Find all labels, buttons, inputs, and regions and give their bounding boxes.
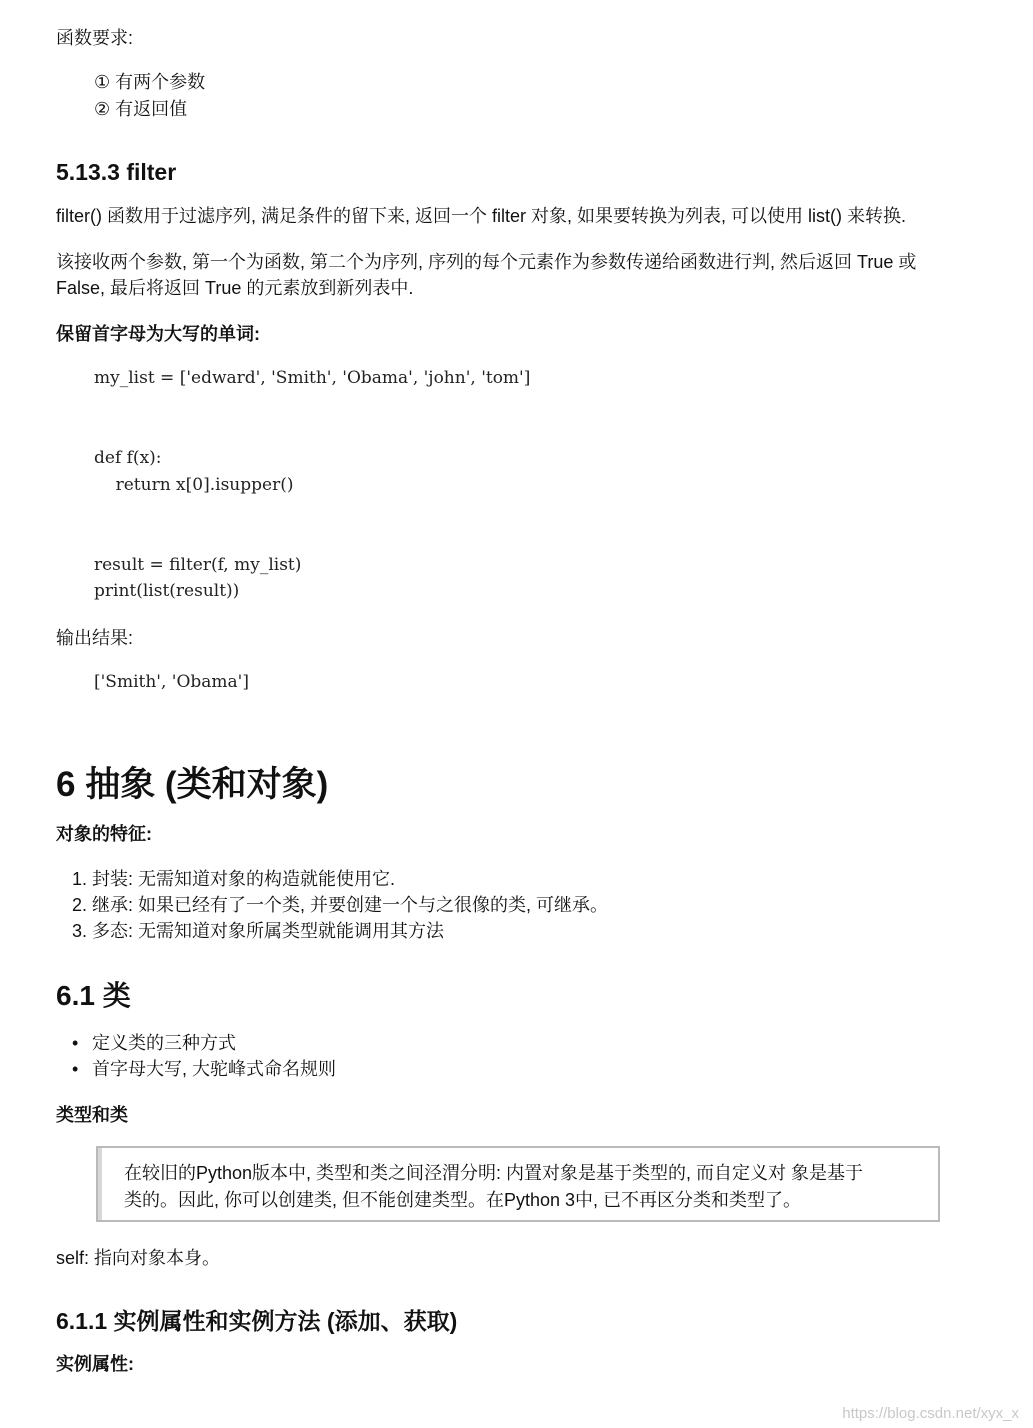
bullet-icon: • bbox=[72, 1033, 79, 1053]
filter-heading: 5.13.3 filter bbox=[56, 159, 177, 185]
chapter-6-heading: 6 抽象 (类和对象) bbox=[56, 765, 329, 804]
self-description: self: 指向对象本身。 bbox=[56, 1248, 221, 1268]
requirements-title: 函数要求: bbox=[56, 28, 134, 48]
blockquote-line-1: 在较旧的Python版本中, 类型和类之间泾渭分明: 内置对象是基于类型的, 而自定义对 象是基于 bbox=[124, 1163, 864, 1183]
requirement-item-1: ① 有两个参数 bbox=[94, 72, 206, 92]
watermark: https://blog.csdn.net/xyx_x bbox=[842, 1405, 1019, 1422]
filter-para-1: filter() 函数用于过滤序列, 满足条件的留下来, 返回一个 filter 对象, 如果要转换为列表, 可以使用 list() 来转换. bbox=[56, 206, 906, 226]
blockquote-line-2: 类的。因此, 你可以创建类, 但不能创建类型。在Python 3中, 已不再区分类和类型了。 bbox=[124, 1190, 802, 1210]
instance-attr-title: 实例属性: bbox=[56, 1354, 134, 1374]
output-label: 输出结果: bbox=[56, 628, 134, 648]
filter-para-2-line-1: 该接收两个参数, 第一个为函数, 第二个为序列, 序列的每个元素作为参数传递给函数进行判, 然后返回 True 或 bbox=[56, 252, 917, 272]
code-line: print(list(result)) bbox=[94, 581, 240, 601]
feature-item-2: 2. 继承: 如果已经有了一个类, 并要创建一个与之很像的类, 可继承。 bbox=[72, 895, 609, 915]
section-6-1-heading: 6.1 类 bbox=[56, 980, 131, 1011]
feature-item-3: 3. 多态: 无需知道对象所属类型就能调用其方法 bbox=[72, 921, 445, 941]
feature-item-1: 1. 封装: 无需知道对象的构造就能使用它. bbox=[72, 869, 396, 889]
features-title: 对象的特征: bbox=[56, 824, 152, 844]
requirement-item-2: ② 有返回值 bbox=[94, 99, 188, 119]
bullet-item bbox=[72, 1030, 236, 1057]
code-line: def f(x): bbox=[94, 448, 162, 468]
blockquote-text bbox=[124, 1160, 924, 1214]
code-line: return x[0].isupper() bbox=[94, 475, 294, 495]
blockquote-bar bbox=[98, 1148, 102, 1220]
filter-para-2-line-2: False, 最后将返回 True 的元素放到新列表中. bbox=[56, 278, 414, 298]
output-value: ['Smith', 'Obama'] bbox=[94, 672, 249, 692]
bullet-item bbox=[72, 1056, 336, 1083]
code-line: my_list = ['edward', 'Smith', 'Obama', 'john', 'tom'] bbox=[94, 368, 531, 388]
bullet-icon: • bbox=[72, 1059, 79, 1079]
bullet-text: 首字母大写, 大驼峰式命名规则 bbox=[92, 1059, 337, 1079]
section-6-1-1-heading: 6.1.1 实例属性和实例方法 (添加、获取) bbox=[56, 1308, 458, 1334]
example-title: 保留首字母为大写的单词: bbox=[56, 324, 260, 344]
blockquote bbox=[96, 1146, 940, 1222]
types-and-classes-title: 类型和类 bbox=[56, 1105, 128, 1125]
bullet-text: 定义类的三种方式 bbox=[92, 1033, 236, 1053]
code-line: result = filter(f, my_list) bbox=[94, 555, 302, 575]
